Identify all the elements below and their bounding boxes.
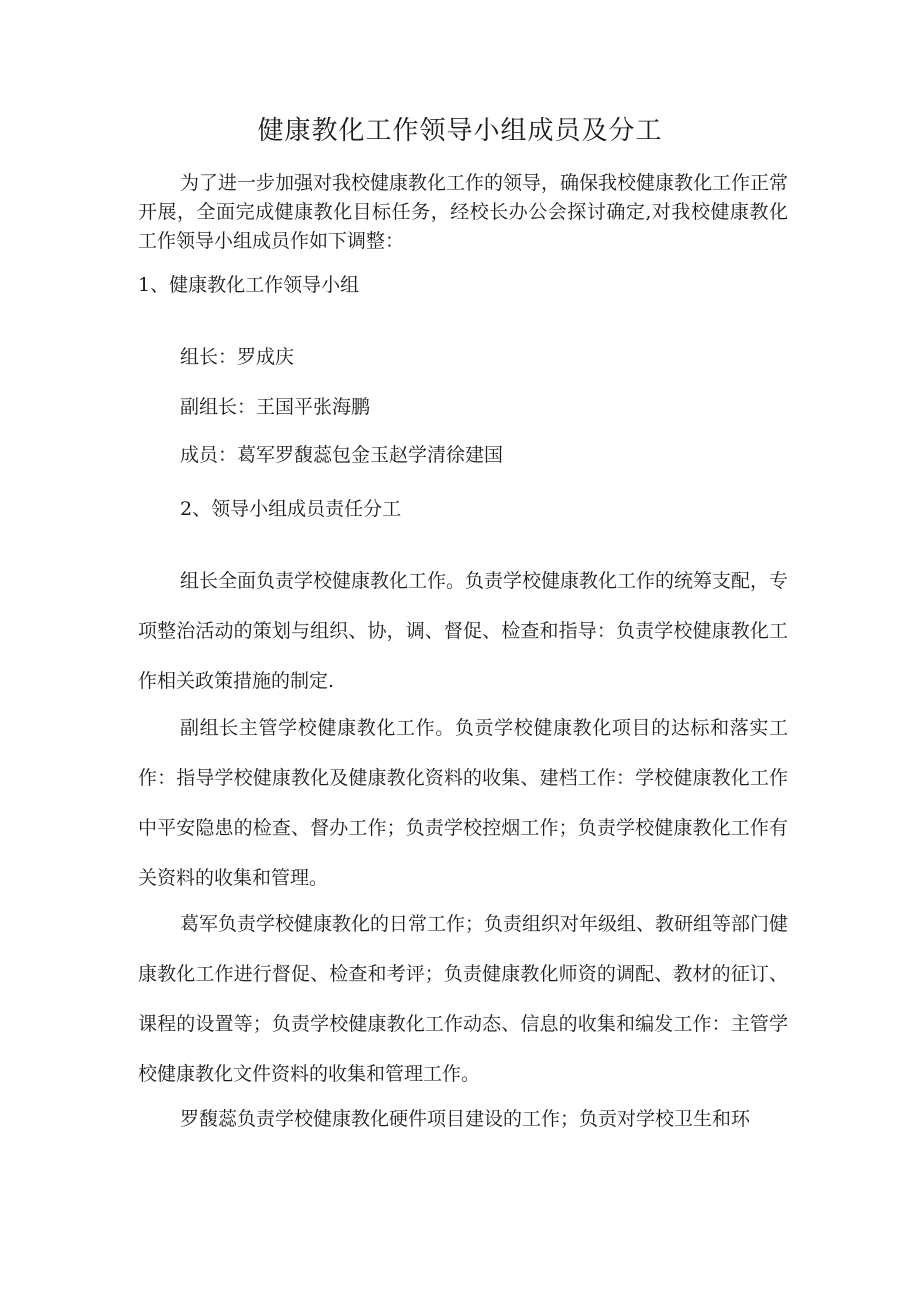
duty-paragraph-leader: 组长全面负责学校健康教化工作。负责学校健康教化工作的统筹支配，专项整治活动的策划与组织、协，调、督促、检查和指导：负责学校健康教化工作相关政策措施的制定. [138,570,789,692]
leader-line: 组长：罗成庆 [180,346,295,368]
duty-paragraph-gejun: 葛军负责学校健康教化的日常工作；负责组织对年级组、教研组等部门健康教化工作进行督促、检查和考评；负责健康教化师资的调配、教材的征订、课程的设置等；负责学校健康教化工作动态、信息的收集和编发工作：主管学校健康教化文件资料的收集和管理工作。 [138,913,789,1085]
members-line: 成员：葛军罗馥蕊包金玉赵学清徐建国 [180,444,504,466]
duty-paragraph-deputy: 副组长主管学校健康教化工作。负贡学校健康教化项目的达标和落实工作：指导学校健康教化及健康教化资料的收集、建档工作：学校健康教化工作中平安隐患的检查、督办工作；负责学校控烟工作；负责学校健康教化工作有关资料的收集和管理。 [138,717,788,889]
deputy-leader-line: 副组长：王国平张海鹏 [180,396,371,418]
section2-heading: 2、领导小组成员责任分工 [180,498,402,520]
intro-paragraph: 为了进一步加强对我校健康教化工作的领导，确保我校健康教化工作正常开展，全面完成健康教化目标任务，经校长办公会探讨确定,对我校健康教化工作领导小组成员作如下调整： [138,172,789,252]
section1-heading: 1、健康教化工作领导小组 [138,274,360,296]
document-title: 健康教化工作领导小组成员及分工 [257,116,663,146]
duty-paragraph-luofurui: 罗馥蕊负责学校健康教化硬件项目建设的工作；负贡对学校卫生和环 [180,1108,751,1130]
